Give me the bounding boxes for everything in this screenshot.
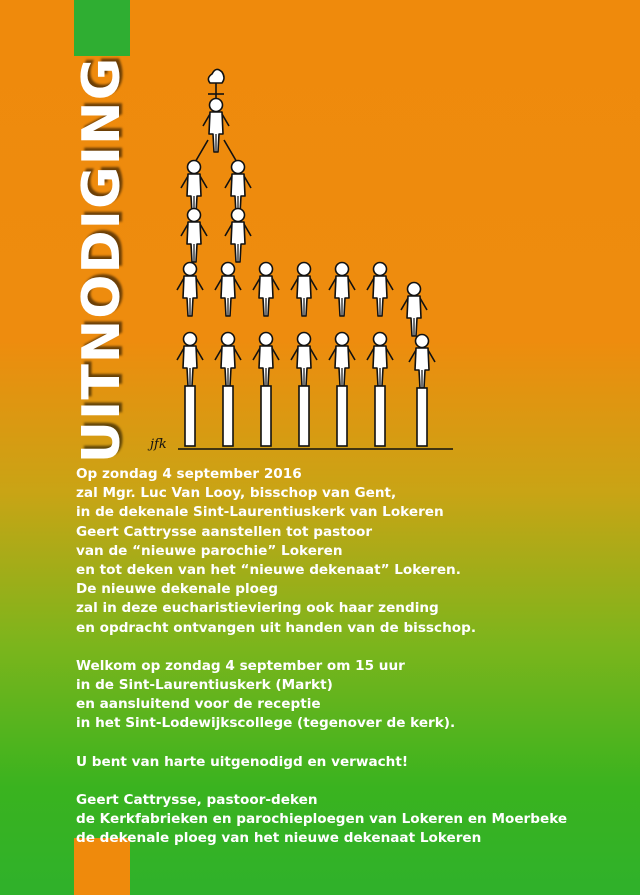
invitation-body [76,465,626,848]
body-line: zal in deze eucharistieviering ook haar zending [76,600,439,617]
body-line: in de Sint-Laurentiuskerk (Markt) [76,677,333,694]
body-line: en aansluitend voor de receptie [76,696,321,713]
body-line: de dekenale ploeg van het nieuwe dekenaat Lokeren [76,830,482,847]
body-line: in de dekenale Sint-Laurentiuskerk van Lokeren [76,504,444,521]
body-line: van de “nieuwe parochie” Lokeren [76,542,343,559]
invitation-title: UITNODIGING [72,56,132,464]
body-line: de Kerkfabrieken en parochieploegen van Lokeren en Moerbeke [76,811,568,828]
body-line: Welkom op zondag 4 september om 15 uur [76,657,405,674]
body-line: zal Mgr. Luc Van Looy, bisschop van Gent, [76,485,397,502]
body-line: en tot deken van het “nieuwe dekenaat” Lokeren. [76,562,461,579]
body-line: in het Sint-Lodewijkscollege (tegenover de kerk). [76,715,456,732]
body-line: Geert Cattrysse aanstellen tot pastoor [76,523,373,540]
body-line: Op zondag 4 september 2016 [76,466,302,482]
body-line: De nieuwe dekenale ploeg [76,581,278,598]
body-line: en opdracht ontvangen uit handen van de bisschop. [76,619,476,636]
artist-signature: jfk [150,437,167,452]
church-of-people-icon [150,66,458,461]
body-line: U bent van harte uitgenodigd en verwacht! [76,753,409,770]
top-accent-bar [74,0,130,56]
body-line: Geert Cattrysse, pastoor-deken [76,791,318,808]
